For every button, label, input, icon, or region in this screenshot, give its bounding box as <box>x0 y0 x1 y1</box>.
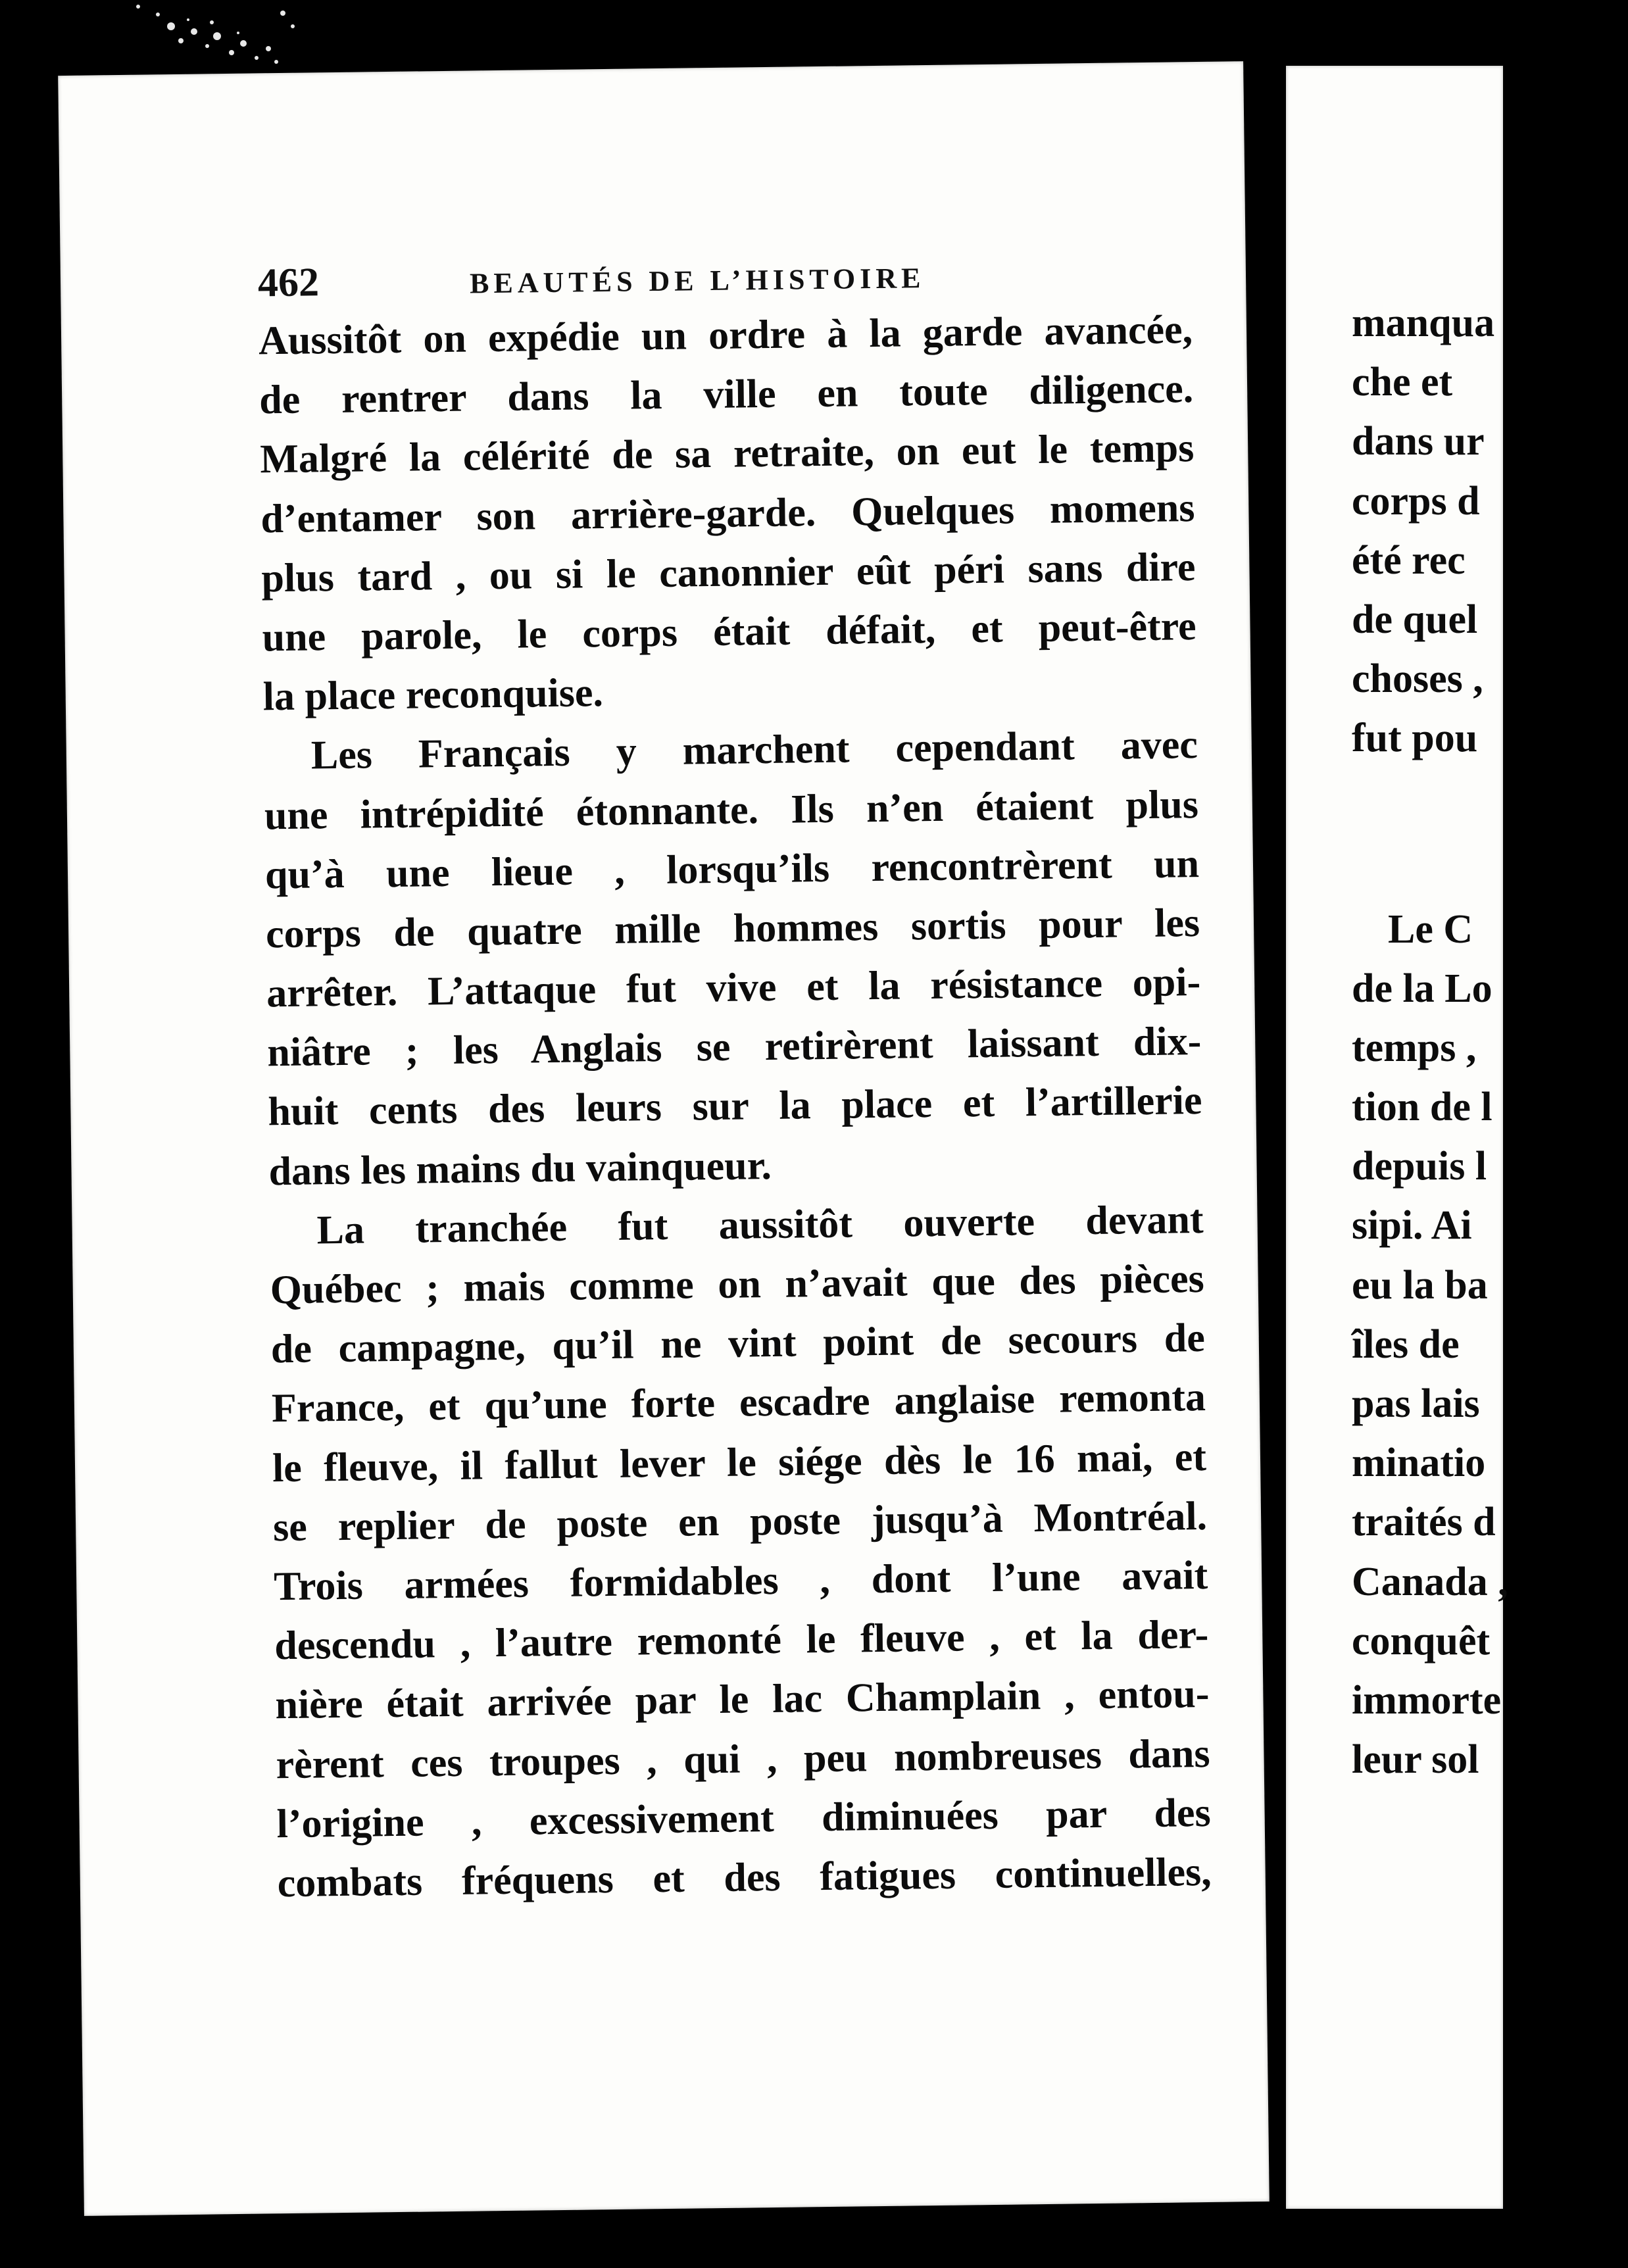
text-line: rèrent ces troupes , qui , peu nombreuses dans <box>276 1731 1210 1787</box>
text-line: été rec <box>1352 537 1466 583</box>
left-page <box>58 61 1270 2216</box>
text-line: Le C <box>1388 906 1473 952</box>
text-line: dans les mains du vainqueur. <box>268 1143 772 1194</box>
text-line: sipi. Ai <box>1352 1203 1472 1248</box>
running-head: BEAUTÉS DE L’HISTOIRE <box>469 262 925 300</box>
text-line: conquêt <box>1352 1618 1491 1664</box>
text-line: eu la ba <box>1352 1262 1488 1308</box>
text-line: de la Lo <box>1352 966 1492 1011</box>
text-line: che et <box>1352 360 1453 405</box>
right-page <box>1286 66 1508 2209</box>
text-line: Trois armées formidables , dont l’une avait <box>273 1552 1208 1610</box>
text-line: huit cents des leurs sur la place et l’artillerie <box>268 1078 1202 1135</box>
paragraph-gap <box>1352 768 1628 900</box>
right-page-text <box>1352 293 1628 1789</box>
text-line: fut pou <box>1352 716 1478 761</box>
text-line: plus tard , ou si le canonnier eût péri sans dire <box>261 544 1196 601</box>
text-line: descendu , l’autre remonté le fleuve , et la der- <box>274 1612 1209 1669</box>
text-line: pas lais <box>1352 1381 1480 1426</box>
text-line: temps , <box>1352 1025 1477 1070</box>
text-line: corps de quatre mille hommes sortis pour les <box>265 900 1200 957</box>
text-line: de quel <box>1352 597 1478 642</box>
text-line: Malgré la célérité de sa retraite, on eut le temps <box>259 426 1195 482</box>
text-line: corps d <box>1352 478 1480 524</box>
text-line: nière était arrivée par le lac Champlain , entou- <box>275 1671 1210 1728</box>
text-line: qu’à une lieue , lorsqu’ils rencontrèrent un <box>264 841 1200 898</box>
text-line: France, et qu’une forte escadre anglaise remonta <box>271 1375 1206 1431</box>
text-line: se replier de poste en poste jusqu’à Montréal. <box>272 1493 1208 1550</box>
text-line: une intrépidité étonnante. Ils n’en étaient plus <box>264 781 1199 838</box>
text-line: de rentrer dans la ville en toute diligence. <box>259 366 1194 423</box>
scan-corner-specks <box>59 0 296 72</box>
text-line: depuis l <box>1352 1144 1487 1189</box>
text-line: Les Français y marchent cependant avec <box>310 722 1198 778</box>
text-line: le fleuve, il fallut lever le siége dès le 16 mai, et <box>272 1434 1207 1491</box>
text-line: combats fréquens et des fatigues continuelles, <box>277 1849 1212 1906</box>
text-line: leur sol <box>1352 1737 1479 1783</box>
body-text <box>259 300 1212 1913</box>
text-line: minatio <box>1352 1441 1486 1486</box>
text-line: d’entamer son arrière-garde. Quelques momens <box>260 485 1195 541</box>
text-line: dans ur <box>1352 419 1485 464</box>
text-line: choses , <box>1352 656 1483 702</box>
text-line: Québec ; mais comme on n’avait que des pièces <box>270 1256 1205 1313</box>
text-line: arrêter. L’attaque fut vive et la résistance opi- <box>266 960 1201 1016</box>
page-number: 462 <box>257 260 320 306</box>
text-line: Canada , <box>1352 1559 1508 1604</box>
text-line: La tranchée fut aussitôt ouverte devant <box>316 1196 1204 1253</box>
text-line: une parole, le corps était défait, et peut-être <box>262 603 1196 660</box>
text-line: niâtre ; les Anglais se retirèrent laissant dix- <box>266 1019 1202 1075</box>
text-line: immorte <box>1352 1677 1502 1723</box>
text-line: îles de <box>1352 1321 1460 1367</box>
text-line: la place reconquise. <box>262 670 604 720</box>
text-line: Aussitôt on expédie un ordre à la garde avancée, <box>258 307 1193 364</box>
text-line: tion de l <box>1352 1085 1492 1130</box>
text-line: l’origine , excessivement diminuées par des <box>276 1790 1211 1846</box>
text-line: traités d <box>1352 1500 1496 1545</box>
text-line: manqua <box>1352 301 1495 345</box>
text-line: de campagne, qu’il ne vint point de secours de <box>270 1316 1206 1372</box>
